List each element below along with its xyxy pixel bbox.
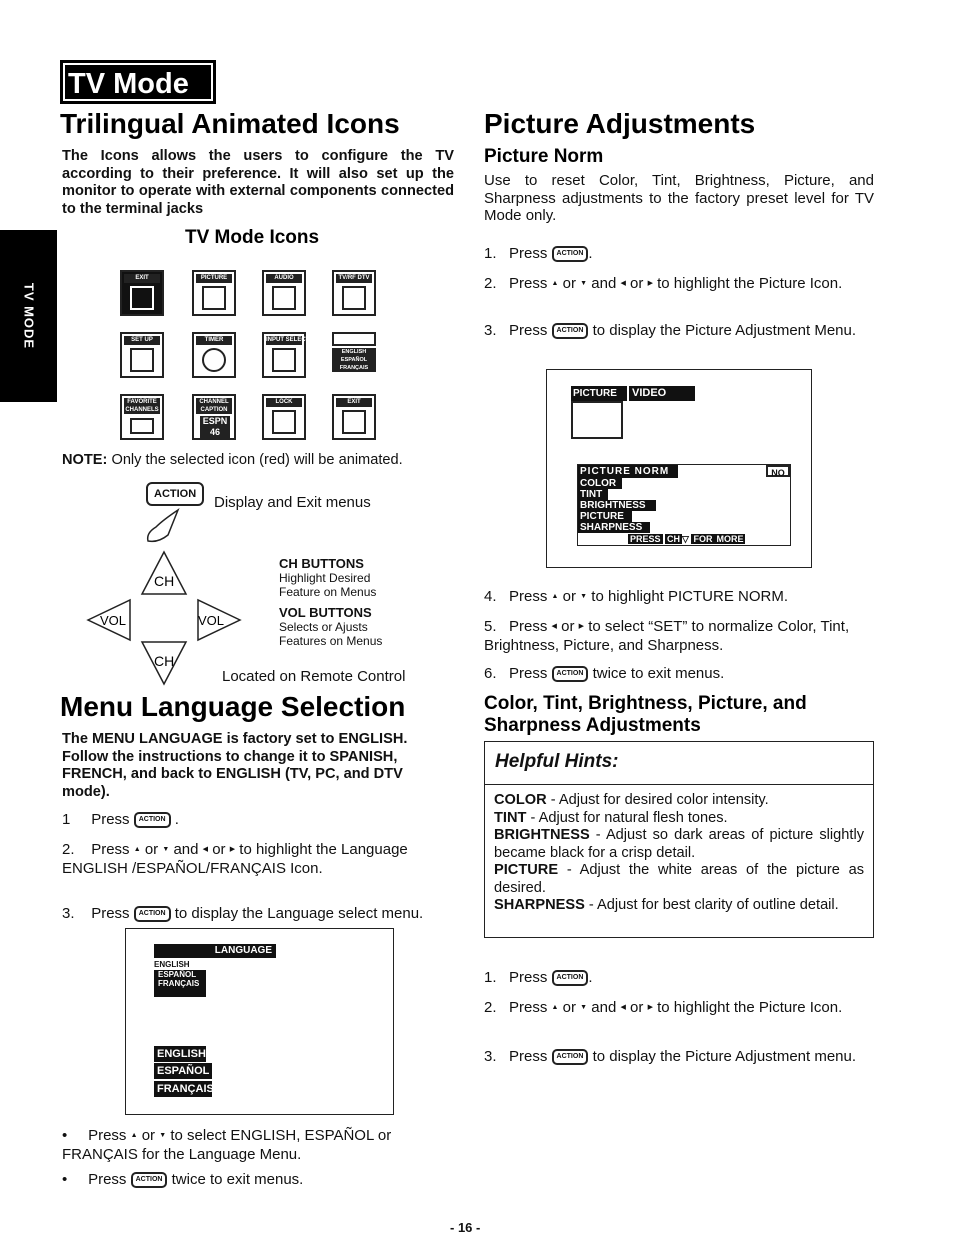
icon-grid [120, 270, 390, 446]
hint-color: COLOR - Adjust for desired color intensity. [494, 792, 769, 808]
action-button-icon: ACTION [552, 666, 589, 682]
pic-step-1: 1. Press ACTION . [484, 245, 593, 262]
picture-norm-heading: Picture Norm [484, 146, 604, 167]
action-button-graphic [146, 482, 204, 506]
menu-language-intro: The MENU LANGUAGE is factory set to ENGLISH. Follow the instructions to change it to SPANISH, FRENCH, and back to ENGLISH (TV, PC, and DTV mode). [62, 731, 408, 800]
picture-adjustments-title: Picture Adjustments [484, 108, 756, 139]
ctbps-step-1: 1. Press ACTION . [484, 969, 593, 986]
lang-step-2: 2. Press ▲ or ▼ and ◀ or ▶ to highlight the Language ENGLISH /ESPAÑOL/FRANÇAIS Icon. [62, 841, 408, 878]
hint-tint: TINT - Adjust for natural flesh tones. [494, 809, 728, 826]
lang-icon-francais: FRANÇAIS [154, 1081, 212, 1097]
note-line: NOTE: Only the selected icon (red) will be animated. [62, 452, 403, 468]
audio-icon: AUDIO [262, 270, 306, 316]
action-button-icon: ACTION [134, 906, 171, 922]
language-menu-screen [125, 928, 394, 1115]
press-ch-footer: PRESS CH ▽ FOR MORE [630, 534, 744, 544]
video-tab: VIDEO [629, 386, 695, 401]
lang-icon-espanol: ESPAÑOL [154, 1063, 212, 1079]
lang-small-espanol: ESPAÑOL [154, 970, 206, 979]
pic-step-4: 4. Press ▲ or ▼ to highlight PICTURE NORM. [484, 588, 789, 605]
ch-up-icon: ▲ [133, 846, 141, 854]
hints-list [485, 785, 873, 915]
action-button-icon: ACTION [552, 1049, 589, 1065]
tv-mode-icons-heading: TV Mode Icons [185, 227, 320, 248]
vol-left-label: VOL [100, 613, 127, 628]
lang-icon-english: ENGLISH [154, 1046, 206, 1062]
lang-step-1: 1 Press ACTION . [62, 811, 179, 828]
hint-brightness: BRIGHTNESS - Adjust so dark areas of picture slightly became black for a crisp detail. [494, 827, 864, 861]
lang-small-english: ENGLISH [154, 960, 190, 969]
language-menu-header: LANGUAGE [154, 944, 276, 958]
lock-icon: LOCK [262, 394, 306, 440]
action-button-icon: ACTION [552, 970, 589, 986]
hint-sharpness: SHARPNESS - Adjust for best clarity of outline detail. [494, 897, 839, 913]
timer-icon: TIMER [192, 332, 236, 378]
ctbps-step-2: 2. Press ▲ or ▼ and ◀ or ▶ to highlight the Picture Icon. [484, 999, 843, 1016]
pic-step-3: 3. Press ACTION to display the Picture Adjustment Menu. [484, 322, 857, 339]
exit-icon: EXIT [120, 270, 164, 316]
channel-caption-icon: CHANNEL CAPTION ESPN 46 [192, 394, 236, 440]
input-select-icon: INPUT SELECT [262, 332, 306, 378]
ch-up-icon: ▲ [130, 1132, 138, 1140]
pic-step-2: 2. Press ▲ or ▼ and ◀ or ▶ to highlight the Picture Icon. [484, 275, 843, 292]
remote-note: Located on Remote Control [222, 668, 406, 685]
ch-up-label: CH [154, 573, 175, 589]
action-button-icon: ACTION [552, 323, 589, 339]
section-banner: TV Mode [60, 60, 216, 104]
lang-small-francais: FRANÇAIS [154, 979, 206, 997]
lang-step-3: 3. Press ACTION to display the Language select menu. [62, 905, 424, 922]
ch-down-label: CH [154, 653, 175, 669]
action-button-icon: ACTION [134, 812, 171, 828]
picture-tab: PICTURE [571, 386, 627, 401]
pic-step-5: 5. Press ◀ or ▶ to select “SET” to normalize Color, Tint, Brightness, Picture, and Sharpness. [484, 618, 850, 655]
action-button-icon: ACTION [131, 1172, 168, 1188]
picture-menu-screen [546, 369, 812, 568]
action-button: ACTION [146, 482, 204, 506]
no-indicator: NO [766, 465, 790, 477]
menu-language-title: Menu Language Selection [60, 691, 406, 722]
picture-icon: PICTURE [192, 270, 236, 316]
picture-menu-list: PICTURE NORM COLOR TINT BRIGHTNESS PICTURE SHARPNESS NO PRESS CH ▽ FOR MORE [577, 464, 791, 546]
vol-right-icon: ▶ [229, 846, 236, 854]
tv-dtv-icon: TV/RF DTV [332, 270, 376, 316]
helpful-hints-box [484, 741, 874, 938]
ch-down-icon: ▼ [162, 846, 170, 854]
vol-right-label: VOL [198, 613, 225, 628]
side-tab-label: TV MODE [21, 282, 36, 350]
picture-norm-intro: Use to reset Color, Tint, Brightness, Picture, and Sharpness adjustments to the factory preset level for TV Mode only. [484, 172, 874, 224]
setup-icon: SET UP [120, 332, 164, 378]
exit-icon-2: EXIT [332, 394, 376, 440]
pic-step-6: 6. Press ACTION twice to exit menus. [484, 665, 725, 682]
vol-buttons-legend: VOL BUTTONS Selects or Ajusts Features on Menus [279, 605, 383, 648]
lang-bullet-2: • Press ACTION twice to exit menus. [62, 1171, 304, 1188]
picture-tv-icon [571, 401, 623, 439]
lang-bullet-1: • Press ▲ or ▼ to select ENGLISH, ESPAÑOL or FRANÇAIS for the Language Menu. [62, 1127, 392, 1164]
side-tab [0, 230, 57, 402]
trilingual-intro: The Icons allows the users to configure the TV according to their preference. It will also set up the monitor to operate with external components connected to the terminal jacks [62, 148, 454, 217]
favorite-channels-icon: FAVORITE CHANNELS [120, 394, 164, 440]
action-button-icon: ACTION [552, 246, 589, 262]
hint-picture: PICTURE - Adjust the white areas of the picture as desired. [494, 862, 864, 896]
trilingual-title: Trilingual Animated Icons [60, 108, 400, 139]
ch-buttons-legend: CH BUTTONS Highlight Desired Feature on Menus [279, 556, 377, 599]
hand-pointer-icon [138, 505, 188, 545]
vol-left-icon: ◀ [202, 846, 209, 854]
remote-keypad-diagram [84, 548, 244, 688]
action-text: Display and Exit menus [214, 494, 371, 511]
ctbps-heading: Color, Tint, Brightness, Picture, and Sharpness Adjustments [484, 693, 807, 736]
language-icon: ENGLISH ESPAÑOL FRANÇAIS [332, 332, 376, 378]
page-number: - 16 - [450, 1220, 481, 1235]
helpful-hints-title: Helpful Hints: [485, 742, 873, 785]
ctbps-step-3: 3. Press ACTION to display the Picture Adjustment menu. [484, 1048, 857, 1065]
ch-down-icon: ▼ [159, 1132, 167, 1140]
